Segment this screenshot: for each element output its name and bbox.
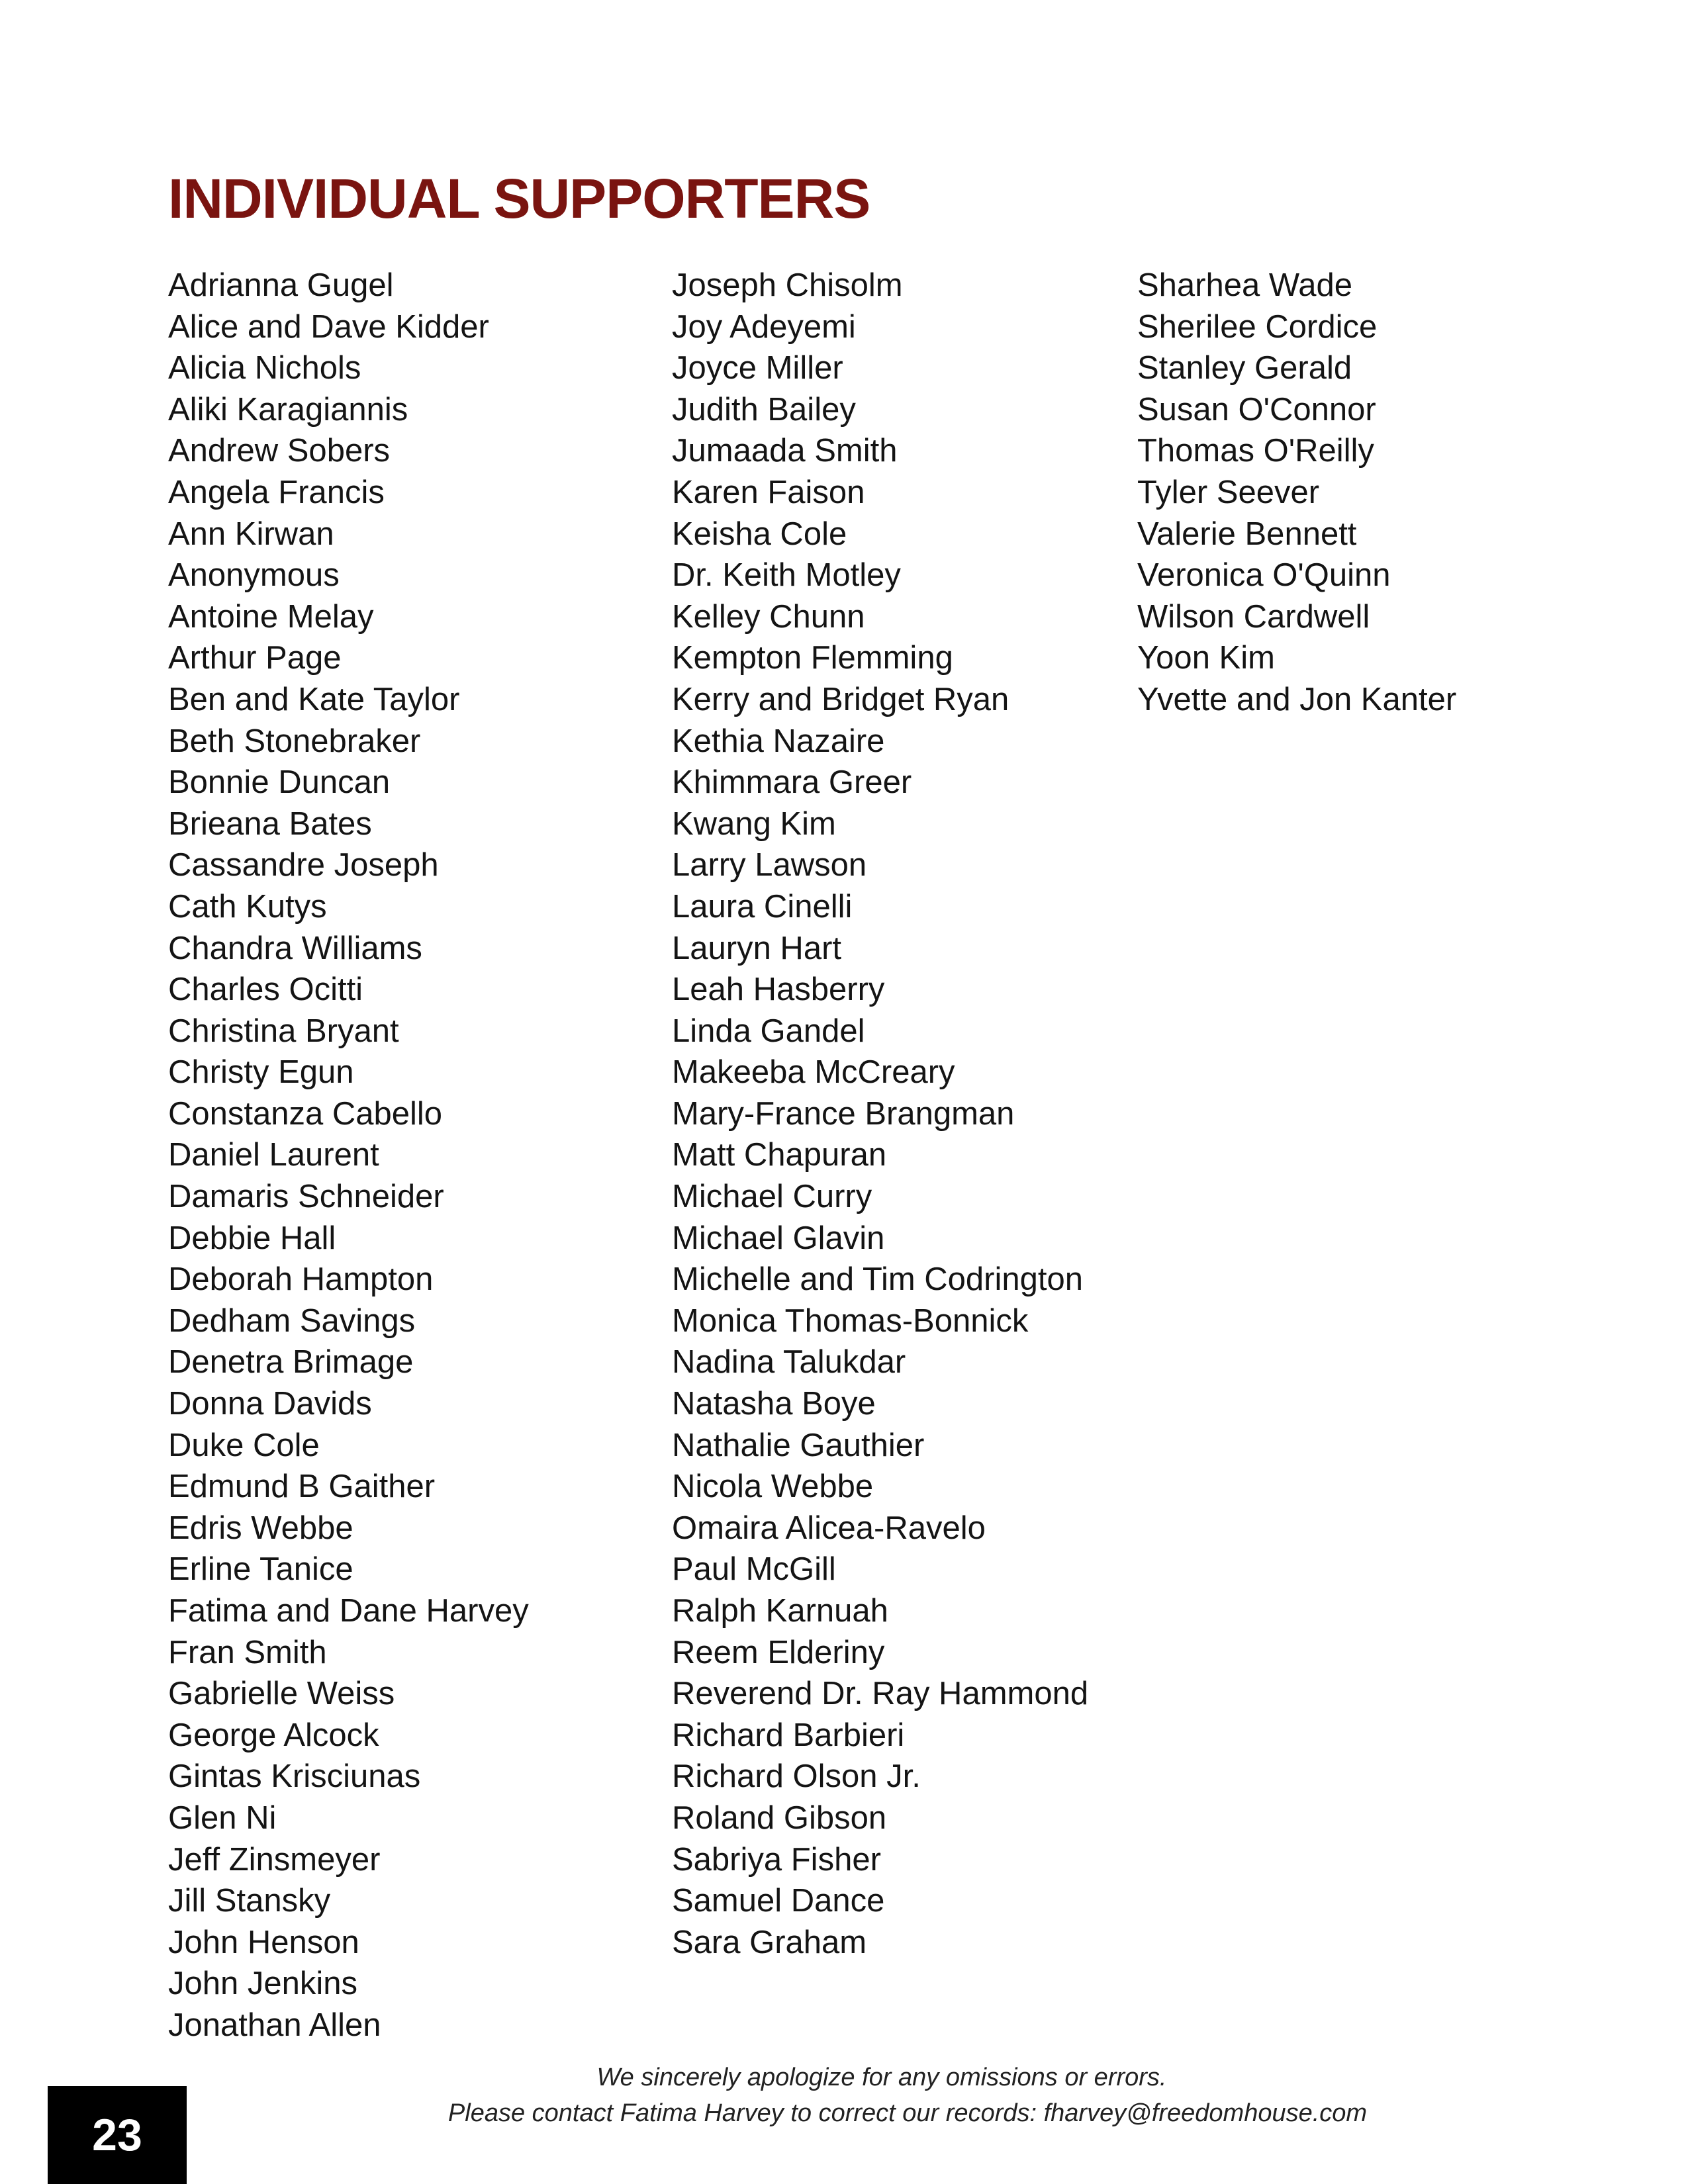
supporter-name: Matt Chapuran <box>672 1137 887 1173</box>
supporter-name: Jumaada Smith <box>672 433 898 469</box>
supporter-name: Alicia Nichols <box>168 350 361 387</box>
page-title: INDIVIDUAL SUPPORTERS <box>168 167 870 230</box>
supporter-name: Makeeba McCreary <box>672 1054 955 1091</box>
supporter-name: Joseph Chisolm <box>672 267 903 303</box>
supporter-name: Cath Kutys <box>168 888 327 925</box>
supporter-name: Edmund B Gaither <box>168 1469 436 1505</box>
supporter-name: Sabriya Fisher <box>672 1841 881 1878</box>
supporters-column-1 <box>168 265 529 2046</box>
supporter-name: Susan O'Connor <box>1137 391 1376 428</box>
supporter-name: Jeff Zinsmeyer <box>168 1841 381 1878</box>
supporter-name: Dr. Keith Motley <box>672 557 901 594</box>
supporter-name: Christy Egun <box>168 1054 354 1091</box>
supporter-name: Judith Bailey <box>672 391 856 428</box>
supporter-name: Fatima and Dane Harvey <box>168 1593 529 1629</box>
supporter-name: Yoon Kim <box>1137 640 1275 676</box>
supporter-name: Ben and Kate Taylor <box>168 681 460 717</box>
supporter-name: Jonathan Allen <box>168 2007 381 2043</box>
supporter-name: Richard Olson Jr. <box>672 1758 921 1795</box>
supporter-name: Lauryn Hart <box>672 930 842 966</box>
supporter-name: Glen Ni <box>168 1799 277 1836</box>
supporter-name: Angela Francis <box>168 474 385 510</box>
supporter-name: Sherilee Cordice <box>1137 308 1378 345</box>
supporter-name: Chandra Williams <box>168 930 422 966</box>
supporter-name: Constanza Cabello <box>168 1095 443 1132</box>
supporter-name: Sara Graham <box>672 1924 867 1960</box>
supporter-name: Yvette and Jon Kanter <box>1137 681 1457 717</box>
supporter-name: Michelle and Tim Codrington <box>672 1261 1083 1298</box>
supporter-name: Daniel Laurent <box>168 1137 379 1173</box>
supporter-name: Samuel Dance <box>672 1883 885 1919</box>
supporter-name: Dedham Savings <box>168 1302 416 1339</box>
supporter-name: Alice and Dave Kidder <box>168 308 489 345</box>
supporter-name: Aliki Karagiannis <box>168 391 408 428</box>
supporter-name: Larry Lawson <box>672 847 867 884</box>
supporter-name: Christina Bryant <box>168 1013 399 1049</box>
supporter-name: Damaris Schneider <box>168 1179 444 1215</box>
footer-apology: We sincerely apologize for any omissions or errors. <box>596 2064 1167 2091</box>
supporter-name: Denetra Brimage <box>168 1344 414 1381</box>
supporter-name: Veronica O'Quinn <box>1137 557 1391 594</box>
supporter-name: Reverend Dr. Ray Hammond <box>672 1676 1089 1712</box>
supporter-name: Nicola Webbe <box>672 1469 874 1505</box>
supporters-column-2 <box>672 265 1088 1963</box>
supporter-name: Arthur Page <box>168 640 342 676</box>
supporter-name: Karen Faison <box>672 474 865 510</box>
supporter-name: Joy Adeyemi <box>672 308 856 345</box>
supporter-name: Tyler Seever <box>1137 474 1320 510</box>
supporter-name: Gintas Krisciunas <box>168 1758 421 1795</box>
supporter-name: Nathalie Gauthier <box>672 1427 925 1463</box>
supporter-name: Anonymous <box>168 557 340 594</box>
supporter-name: Nadina Talukdar <box>672 1344 906 1381</box>
supporter-name: Thomas O'Reilly <box>1137 433 1374 469</box>
supporter-name: Richard Barbieri <box>672 1717 905 1753</box>
supporter-name: Kerry and Bridget Ryan <box>672 681 1009 717</box>
supporters-column-3 <box>1137 265 1456 721</box>
supporter-name: Fran Smith <box>168 1634 327 1670</box>
supporter-name: Kelley Chunn <box>672 598 865 635</box>
supporter-name: Ann Kirwan <box>168 516 334 552</box>
supporter-name: Beth Stonebraker <box>168 723 421 759</box>
supporter-name: Khimmara Greer <box>672 764 912 801</box>
supporter-name: Michael Glavin <box>672 1220 885 1256</box>
supporter-name: Ralph Karnuah <box>672 1593 888 1629</box>
supporter-name: Charles Ocitti <box>168 972 363 1008</box>
supporter-name: Laura Cinelli <box>672 888 853 925</box>
supporter-name: Keisha Cole <box>672 516 847 552</box>
supporter-name: Donna Davids <box>168 1386 372 1422</box>
supporter-name: Michael Curry <box>672 1179 872 1215</box>
page-number: 23 <box>92 2110 142 2160</box>
supporter-name: Edris Webbe <box>168 1510 353 1546</box>
supporter-name: Leah Hasberry <box>672 972 885 1008</box>
supporter-name: Joyce Miller <box>672 350 843 387</box>
supporter-name: Omaira Alicea-Ravelo <box>672 1510 986 1546</box>
footer-contact: Please contact Fatima Harvey to correct our records: fharvey@freedomhouse.com <box>447 2099 1368 2127</box>
supporter-name: Sharhea Wade <box>1137 267 1353 303</box>
page-number-box <box>48 2086 187 2184</box>
supporter-name: Andrew Sobers <box>168 433 391 469</box>
supporter-name: Kethia Nazaire <box>672 723 885 759</box>
supporter-name: Gabrielle Weiss <box>168 1676 395 1712</box>
supporter-name: John Henson <box>168 1924 359 1960</box>
supporter-name: Deborah Hampton <box>168 1261 434 1298</box>
supporter-name: Stanley Gerald <box>1137 350 1352 387</box>
supporter-name: Erline Tanice <box>168 1551 353 1588</box>
supporter-name: George Alcock <box>168 1717 379 1753</box>
supporter-name: Cassandre Joseph <box>168 847 439 884</box>
supporter-name: Bonnie Duncan <box>168 764 391 801</box>
supporter-name: Mary-France Brangman <box>672 1095 1015 1132</box>
supporter-name: Adrianna Gugel <box>168 267 394 303</box>
supporter-name: Duke Cole <box>168 1427 320 1463</box>
supporter-name: Debbie Hall <box>168 1220 336 1256</box>
supporter-name: Wilson Cardwell <box>1137 598 1370 635</box>
supporter-name: Roland Gibson <box>672 1799 887 1836</box>
supporter-name: Valerie Bennett <box>1137 516 1357 552</box>
supporter-name: Kwang Kim <box>672 805 836 842</box>
supporter-name: John Jenkins <box>168 1966 358 2002</box>
supporter-name: Linda Gandel <box>672 1013 865 1049</box>
supporter-name: Brieana Bates <box>168 805 372 842</box>
supporter-name: Reem Elderiny <box>672 1634 885 1670</box>
supporter-name: Paul McGill <box>672 1551 836 1588</box>
supporter-name: Natasha Boye <box>672 1386 876 1422</box>
supporter-name: Jill Stansky <box>168 1883 331 1919</box>
supporter-name: Antoine Melay <box>168 598 374 635</box>
supporter-name: Kempton Flemming <box>672 640 953 676</box>
supporter-name: Monica Thomas-Bonnick <box>672 1302 1029 1339</box>
